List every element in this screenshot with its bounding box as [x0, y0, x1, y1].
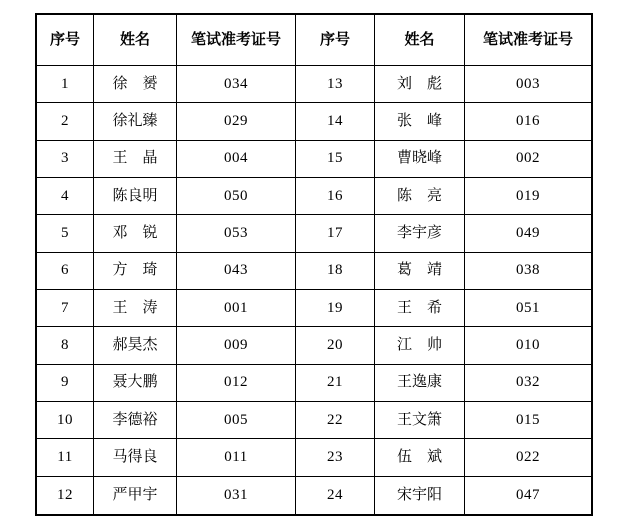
serial-cell-right: 13: [296, 66, 375, 103]
name-cell-left: 聂大鹏: [94, 365, 177, 402]
name-cell-left: 马得良: [94, 439, 177, 476]
name-cell-right: 张 峰: [375, 103, 465, 140]
serial-cell-left: 12: [37, 477, 94, 514]
ticket-cell-right: 016: [465, 103, 591, 140]
ticket-cell-right: 022: [465, 439, 591, 476]
serial-cell-left: 3: [37, 141, 94, 178]
serial-cell-right: 20: [296, 327, 375, 364]
ticket-cell-left: 011: [177, 439, 296, 476]
serial-cell-right: 17: [296, 215, 375, 252]
ticket-cell-left: 029: [177, 103, 296, 140]
serial-cell-right: 19: [296, 290, 375, 327]
ticket-cell-right: 019: [465, 178, 591, 215]
ticket-cell-right: 003: [465, 66, 591, 103]
name-cell-right: 王逸康: [375, 365, 465, 402]
header-ticket-right: 笔试准考证号: [465, 15, 591, 66]
ticket-cell-left: 034: [177, 66, 296, 103]
ticket-cell-right: 002: [465, 141, 591, 178]
serial-cell-left: 6: [37, 253, 94, 290]
ticket-cell-right: 010: [465, 327, 591, 364]
serial-cell-right: 14: [296, 103, 375, 140]
name-cell-right: 伍 斌: [375, 439, 465, 476]
serial-cell-right: 24: [296, 477, 375, 514]
serial-cell-left: 2: [37, 103, 94, 140]
ticket-cell-right: 049: [465, 215, 591, 252]
ticket-cell-right: 047: [516, 486, 540, 503]
ticket-cell-right: 051: [465, 290, 591, 327]
serial-cell-left: 9: [37, 365, 94, 402]
serial-cell-left: 7: [37, 290, 94, 327]
name-cell-left: 李德裕: [94, 402, 177, 439]
name-cell-left: 陈良明: [94, 178, 177, 215]
candidates-table: [35, 13, 593, 516]
serial-cell-right: 23: [296, 439, 375, 476]
ticket-cell-left: 001: [177, 290, 296, 327]
name-cell-right: 宋宇阳: [375, 477, 465, 514]
name-cell-right: 曹晓峰: [375, 141, 465, 178]
name-cell-right: 陈 亮: [375, 178, 465, 215]
ticket-cell-right: 038: [465, 253, 591, 290]
serial-cell-left: 10: [37, 402, 94, 439]
name-cell-right: 王 希: [375, 290, 465, 327]
ticket-cell-left: 043: [177, 253, 296, 290]
name-cell-left: 郝昊杰: [94, 327, 177, 364]
serial-cell-right: 22: [296, 402, 375, 439]
serial-cell-right: 18: [296, 253, 375, 290]
serial-cell-left: 8: [37, 327, 94, 364]
serial-cell-left: 4: [37, 178, 94, 215]
header-ticket-left: 笔试准考证号: [177, 15, 296, 66]
name-cell-left: 严甲宇: [94, 477, 177, 514]
serial-cell-left: 1: [37, 66, 94, 103]
name-cell-right: 王文箫: [375, 402, 465, 439]
serial-cell-right: 16: [296, 178, 375, 215]
ticket-cell-left: 009: [177, 327, 296, 364]
name-cell-left: 徐 赟: [94, 66, 177, 103]
name-cell-left: 王 晶: [94, 141, 177, 178]
ticket-cell-left: 004: [177, 141, 296, 178]
name-cell-left: 方 琦: [94, 253, 177, 290]
header-serial-left: 序号: [37, 15, 94, 66]
ticket-cell-left: 005: [177, 402, 296, 439]
header-name-left: 姓名: [94, 15, 177, 66]
name-cell-right: 江 帅: [375, 327, 465, 364]
name-cell-left: 邓 锐: [94, 215, 177, 252]
ticket-cell-left: 012: [177, 365, 296, 402]
header-serial-right: 序号: [296, 15, 375, 66]
header-name-right: 姓名: [375, 15, 465, 66]
name-cell-left: 王 涛: [94, 290, 177, 327]
ticket-cell-left: 053: [177, 215, 296, 252]
serial-cell-right: 21: [296, 365, 375, 402]
ticket-cell-left: 050: [177, 178, 296, 215]
serial-cell-left: 11: [37, 439, 94, 476]
name-cell-right: 李宇彦: [375, 215, 465, 252]
name-cell-right: 葛 靖: [375, 253, 465, 290]
ticket-cell-left: 031: [177, 477, 296, 514]
candidates-table-grid: [37, 15, 591, 514]
ticket-cell-right: 015: [465, 402, 591, 439]
name-cell-right: 刘 彪: [375, 66, 465, 103]
serial-cell-right: 15: [296, 141, 375, 178]
serial-cell-left: 5: [37, 215, 94, 252]
ticket-cell-right: 032: [465, 365, 591, 402]
name-cell-left: 徐礼臻: [94, 103, 177, 140]
